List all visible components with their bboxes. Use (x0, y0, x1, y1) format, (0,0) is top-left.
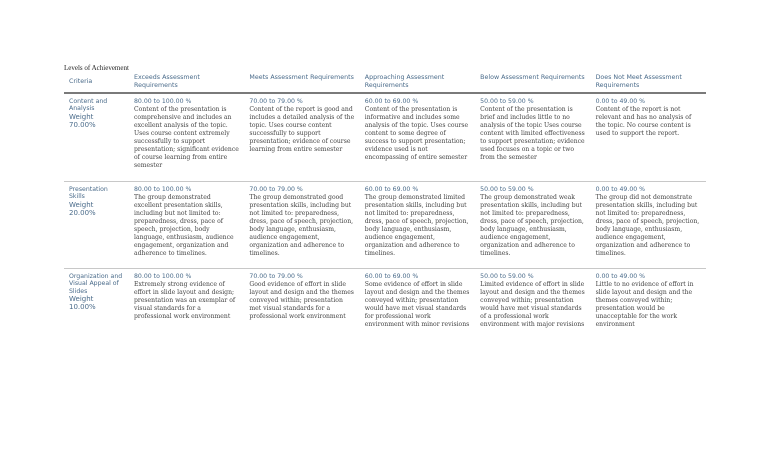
score-range: 0.00 to 49.00 % (595, 273, 646, 281)
table-caption: Levels of Achievement (64, 64, 129, 72)
header-row (64, 72, 706, 93)
level-header-below: Below Assessment Requirements (475, 72, 590, 93)
level-header-meets: Meets Assessment Requirements (244, 72, 359, 93)
criterion-name: Content and Analysis (69, 98, 108, 113)
cell-description: Content of the presentation is informative and includes some analysis of the topic. Uses course content to some degree of success to support presentation; evidence used is not encompassing of entire semester (364, 105, 469, 161)
cell-description: Content of the report is not relevant and has no analysis of the topic. No course content is used to support the report. (595, 105, 692, 137)
rubric-cell (129, 269, 244, 345)
cell-description: Content of the presentation is brief and includes little to no analysis of the topic Uses course content with limited effectiveness to support presentation; evidence used focuses on a topic or two from the semester (480, 105, 585, 161)
criterion-weight-label: Weight (69, 295, 94, 304)
criterion-name: Presentation Skills (69, 186, 108, 201)
rubric-cell (360, 182, 475, 269)
rubric-cell (244, 93, 359, 182)
rubric-cell (475, 182, 590, 269)
criterion-weight-label: Weight (69, 112, 94, 121)
score-range: 80.00 to 100.00 % (134, 186, 192, 194)
criterion-cell (64, 269, 129, 345)
table-row (64, 182, 706, 269)
criterion-cell (64, 93, 129, 182)
score-range: 60.00 to 69.00 % (364, 273, 419, 281)
cell-description: The group demonstrated good presentation skills, including but not limited to: preparedness, dress, pace of speech, projection, body language, enthusiasm, audience engagement, organization and adherence to timelines. (249, 193, 354, 257)
score-range: 60.00 to 69.00 % (364, 98, 419, 106)
level-header-approaching: Approaching Assessment Requirements (360, 72, 475, 93)
cell-description: The group demonstrated excellent presentation skills, including but not limited to: preparedness, dress, pace of speech, projection, body language, enthusiasm, audience engagement, organization and adherence to timelines. (134, 193, 234, 257)
cell-description: Content of the report is good and includes a detailed analysis of the topic. Uses course content successfully to support presentation; evidence of course learning from entire semester (249, 105, 355, 153)
score-range: 80.00 to 100.00 % (134, 98, 192, 106)
table-row (64, 93, 706, 182)
score-range: 0.00 to 49.00 % (595, 98, 646, 106)
rubric-table (64, 72, 706, 344)
criterion-weight: 20.00% (69, 208, 96, 217)
score-range: 50.00 to 59.00 % (480, 273, 534, 281)
score-range: 70.00 to 79.00 % (249, 273, 303, 281)
cell-description: The group demonstrated weak presentation skills, including but not limited to: preparedness, dress, pace of speech, projection, body language, enthusiasm, audience engagement, organization and adherence to timelines. (480, 193, 584, 257)
rubric-cell (591, 182, 706, 269)
criterion-weight-label: Weight (69, 200, 94, 209)
rubric-cell (475, 93, 590, 182)
rubric-cell (360, 93, 475, 182)
cell-description: The group did not demonstrate presentation skills, including but not limited to: preparedness, dress, pace of speech, projection, body language, enthusiasm, audience engagement, organization and adherence to timelines. (595, 193, 700, 257)
rubric-cell (244, 269, 359, 345)
cell-description: The group demonstrated limited presentation skills, including but not limited to: preparedness, dress, pace of speech, projection, body language, enthusiasm, audience engagement, organization and adherence to timelines. (364, 193, 469, 257)
rubric-cell (360, 269, 475, 345)
score-range: 50.00 to 59.00 % (480, 186, 534, 194)
cell-description: Extremely strong evidence of effort in slide layout and design; presentation was an exemplar of visual standards for a professional work environment (134, 280, 236, 320)
score-range: 70.00 to 79.00 % (249, 186, 303, 194)
cell-description: Limited evidence of effort in slide layout and design and the themes conveyed within; presentation would have met visual standards of a professional work environment with major revisions (480, 280, 585, 328)
table-row (64, 269, 706, 345)
criterion-weight: 10.00% (69, 303, 96, 312)
cell-description: Some evidence of effort in slide layout and design and the themes conveyed within; presentation would have met visual standards for professional work environment with minor revisions (364, 280, 470, 328)
criterion-weight: 70.00% (69, 120, 96, 129)
rubric-cell (129, 93, 244, 182)
rubric-cell (591, 93, 706, 182)
criterion-cell (64, 182, 129, 269)
rubric-cell (129, 182, 244, 269)
cell-description: Good evidence of effort in slide layout and design and the themes conveyed within; presentation met visual standards for a professional work environment (249, 280, 354, 320)
score-range: 50.00 to 59.00 % (480, 98, 534, 106)
level-header-does-not-meet: Does Not Meet Assessment Requirements (591, 72, 706, 93)
rubric-cell (244, 182, 359, 269)
score-range: 70.00 to 79.00 % (249, 98, 303, 106)
rubric-cell (591, 269, 706, 345)
level-header-exceeds: Exceeds Assessment Requirements (129, 72, 244, 93)
score-range: 80.00 to 100.00 % (134, 273, 192, 281)
criteria-header: Criteria (64, 72, 129, 93)
rubric-cell (475, 269, 590, 345)
cell-description: Little to no evidence of effort in slide layout and design and the themes conveyed within; presentation would be unacceptable for the work environment (595, 280, 694, 328)
score-range: 0.00 to 49.00 % (595, 186, 646, 194)
cell-description: Content of the presentation is comprehensive and includes an excellent analysis of the topic. Uses course content extremely successfully to support presentation; significant evidence of course learning from entire semester (134, 105, 239, 169)
criterion-name: Organization and Visual Appeal of Slides (69, 273, 123, 295)
score-range: 60.00 to 69.00 % (364, 186, 419, 194)
